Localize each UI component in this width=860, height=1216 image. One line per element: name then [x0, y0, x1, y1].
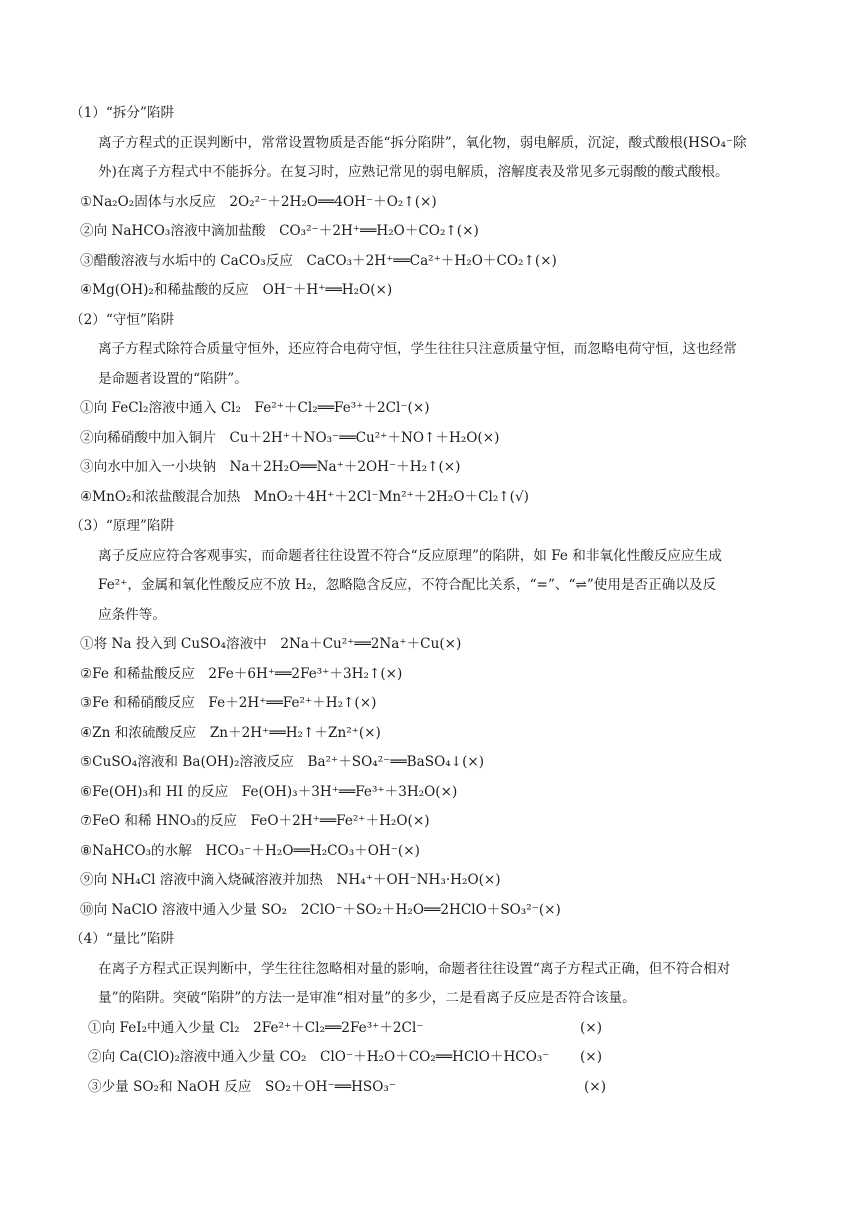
section-4-item-3-mark: (×)	[584, 1079, 606, 1095]
section-4-item-3: ③少量 SO₂和 NaOH 反应 SO₂＋OH⁻══HSO₃⁻	[88, 1079, 397, 1095]
section-3-paragraph-line-3: 应条件等。	[98, 607, 166, 623]
section-4-item-2-mark: (×)	[580, 1049, 602, 1065]
section-2-item-2: ②向稀硝酸中加入铜片 Cu＋2H⁺＋NO₃⁻══Cu²⁺＋NO↑＋H₂O(×)	[80, 430, 500, 446]
section-3-item-10: ⑩向 NaClO 溶液中通入少量 SO₂ 2ClO⁻＋SO₂＋H₂O══2HClO＋SO₃²⁻(×)	[80, 902, 561, 918]
section-4-item-2: ②向 Ca(ClO)₂溶液中通入少量 CO₂ ClO⁻＋H₂O＋CO₂══HClO＋HCO₃⁻	[88, 1049, 550, 1065]
section-1-paragraph-line-1: 离子方程式的正误判断中，常常设置物质是否能“拆分陷阱”，氧化物，弱电解质，沉淀，酸式酸根(HSO₄⁻除	[98, 135, 747, 151]
section-3-item-7: ⑦FeO 和稀 HNO₃的反应 FeO＋2H⁺══Fe²⁺＋H₂O(×)	[80, 813, 430, 829]
section-3-paragraph-line-2: Fe²⁺，金属和氧化性酸反应不放 H₂，忽略隐含反应，不符合配比关系，“=”、“⇌”使用是否正确以及反	[98, 577, 717, 593]
section-3-item-5: ⑤CuSO₄溶液和 Ba(OH)₂溶液反应 Ba²⁺＋SO₄²⁻══BaSO₄↓(×)	[80, 754, 485, 770]
section-1-item-1: ①Na₂O₂固体与水反应 2O₂²⁻＋2H₂O══4OH⁻＋O₂↑(×)	[80, 194, 437, 210]
section-3-item-4: ④Zn 和浓硫酸反应 Zn＋2H⁺══H₂↑＋Zn²⁺(×)	[80, 725, 381, 741]
section-2-heading: （2）“守恒”陷阱	[70, 312, 175, 328]
section-1-item-3: ③醋酸溶液与水垢中的 CaCO₃反应 CaCO₃＋2H⁺══Ca²⁺＋H₂O＋CO₂↑(×)	[80, 253, 557, 269]
section-3-paragraph-line-1: 离子反应应符合客观事实，而命题者往往设置不符合“反应原理”的陷阱，如 Fe 和非氧化性酸反应应生成	[98, 548, 722, 564]
section-4-paragraph-line-2: 量”的陷阱。突破“陷阱”的方法一是审准“相对量”的多少，二是看离子反应是否符合该量。	[98, 990, 636, 1006]
section-3-heading: （3）“原理”陷阱	[70, 518, 175, 534]
section-3-item-8: ⑧NaHCO₃的水解 HCO₃⁻＋H₂O══H₂CO₃＋OH⁻(×)	[80, 843, 420, 859]
section-2-item-4: ④MnO₂和浓盐酸混合加热 MnO₂＋4H⁺＋2Cl⁻Mn²⁺＋2H₂O＋Cl₂↑(√)	[80, 489, 529, 505]
section-4-item-1-mark: (×)	[580, 1020, 602, 1036]
section-1-item-2: ②向 NaHCO₃溶液中滴加盐酸 CO₃²⁻＋2H⁺══H₂O＋CO₂↑(×)	[80, 223, 479, 239]
section-4-item-1: ①向 FeI₂中通入少量 Cl₂ 2Fe²⁺＋Cl₂══2Fe³⁺＋2Cl⁻	[88, 1020, 424, 1036]
section-4-heading: （4）“量比”陷阱	[70, 931, 175, 947]
section-2-paragraph-line-2: 是命题者设置的“陷阱”。	[98, 371, 248, 387]
section-2-paragraph-line-1: 离子方程式除符合质量守恒外，还应符合电荷守恒，学生往往只注意质量守恒，而忽略电荷守恒，这也经常	[98, 341, 737, 357]
section-3-item-3: ③Fe 和稀硝酸反应 Fe＋2H⁺══Fe²⁺＋H₂↑(×)	[80, 695, 377, 711]
section-3-item-6: ⑥Fe(OH)₃和 HI 的反应 Fe(OH)₃＋3H⁺══Fe³⁺＋3H₂O(×)	[80, 784, 458, 800]
section-2-item-3: ③向水中加入一小块钠 Na＋2H₂O══Na⁺＋2OH⁻＋H₂↑(×)	[80, 459, 461, 475]
section-3-item-1: ①将 Na 投入到 CuSO₄溶液中 2Na＋Cu²⁺══2Na⁺＋Cu(×)	[80, 636, 462, 652]
section-4-paragraph-line-1: 在离子方程式正误判断中，学生往往忽略相对量的影响，命题者往往设置“离子方程式正确，但不符合相对	[98, 961, 731, 977]
section-2-item-1: ①向 FeCl₂溶液中通入 Cl₂ Fe²⁺＋Cl₂══Fe³⁺＋2Cl⁻(×)	[80, 400, 430, 416]
section-3-item-9: ⑨向 NH₄Cl 溶液中滴入烧碱溶液并加热 NH₄⁺＋OH⁻NH₃·H₂O(×)	[80, 872, 501, 888]
section-3-item-2: ②Fe 和稀盐酸反应 2Fe＋6H⁺══2Fe³⁺＋3H₂↑(×)	[80, 666, 403, 682]
section-1-heading: （1）“拆分”陷阱	[70, 105, 175, 121]
section-1-paragraph-line-2: 外)在离子方程式中不能拆分。在复习时，应熟记常见的弱电解质，溶解度表及常见多元弱酸的酸式酸根。	[98, 164, 729, 180]
section-1-item-4: ④Mg(OH)₂和稀盐酸的反应 OH⁻＋H⁺══H₂O(×)	[80, 282, 393, 298]
